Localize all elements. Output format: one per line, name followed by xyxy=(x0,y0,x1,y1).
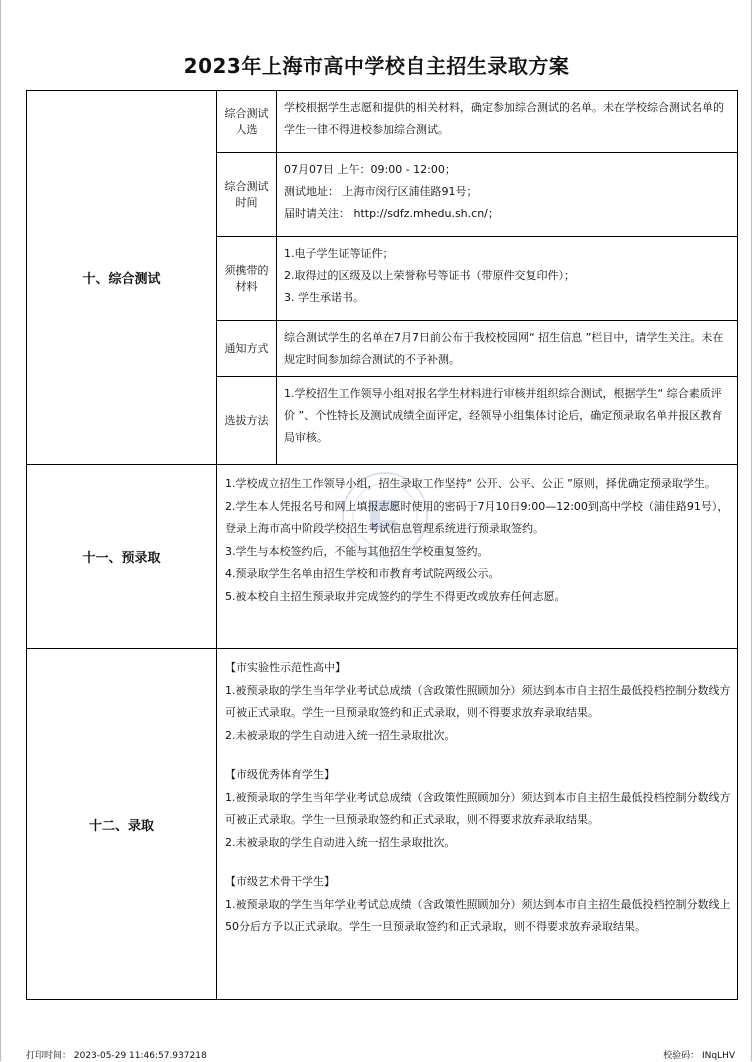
row-test-candidates xyxy=(217,91,737,153)
content-line: 07月07日 上午：09:00 - 12:00； xyxy=(284,163,456,176)
section-body xyxy=(217,649,737,999)
plan-table xyxy=(26,90,738,1000)
group-title: 【市级优秀体育学生】 xyxy=(225,768,335,781)
group-title: 【市实验性示范性高中】 xyxy=(225,661,346,674)
group-title: 【市级艺术骨干学生】 xyxy=(225,875,335,888)
row-label: 通知方式 xyxy=(217,321,277,376)
row-test-time xyxy=(217,153,737,237)
row-materials xyxy=(217,237,737,321)
print-time: 打印时间： 2023-05-29 11:46:57.937218 xyxy=(26,1051,207,1061)
verify-code: 校验码： INqLHV xyxy=(663,1051,735,1061)
row-label: 综合测试时间 xyxy=(217,153,277,236)
content-line: 1.学校成立招生工作领导小组，招生录取工作坚持“ 公开、公平、公正 ”原则，择优确定预录取学生。 xyxy=(225,477,716,490)
content-line: 测试地址： 上海市闵行区浦佳路91号； xyxy=(284,185,478,198)
row-content xyxy=(278,153,737,236)
row-content xyxy=(278,377,737,464)
content-line: 5.被本校自主招生预录取并完成签约的学生不得更改或放弃任何志愿。 xyxy=(225,589,566,603)
row-label: 综合测试人选 xyxy=(217,91,277,152)
section-pre-admission xyxy=(27,465,737,649)
section-heading: 十二、录取 xyxy=(27,649,217,999)
content-line: 综合测试学生的名单在7月7日前公布于我校校园网“ 招生信息 ”栏目中，请学生关注。未在规定时间参加综合测试的不予补测。 xyxy=(284,331,724,366)
row-notification xyxy=(217,321,737,377)
section-body xyxy=(217,465,737,648)
row-selection-method xyxy=(217,377,737,464)
row-content xyxy=(278,237,737,320)
page-title: 2023年上海市高中学校自主招生录取方案 xyxy=(183,54,570,78)
content-line: 学校根据学生志愿和提供的相关材料，确定参加综合测试的名单。未在学校综合测试名单的学生一律不得进校参加综合测试。 xyxy=(284,101,724,136)
section-body xyxy=(217,91,737,464)
content-line: 1.被预录取的学生当年学业考试总成绩（含政策性照顾加分）须达到本市自主招生最低投档控制分数线上50分后方予以正式录取。学生一旦预录取签约和正式录取，则不得要求放弃录取结果。 xyxy=(225,897,731,933)
content-line: 2.未被录取的学生自动进入统一招生录取批次。 xyxy=(225,835,456,849)
content-line: 2.取得过的区级及以上荣誉称号等证书（带原件交复印件）； xyxy=(284,269,575,282)
content-line: 2.学生本人凭报名号和网上填报志愿时使用的密码于7月10日9:00—12:00到高中学校（浦佳路91号），登录上海市高中阶段学校招生考试信息管理系统进行预录取签约。 xyxy=(225,499,729,535)
content-line: 届时请关注： http://sdfz.mhedu.sh.cn/； xyxy=(284,207,499,220)
content-line: 1.电子学生证等证件； xyxy=(284,247,394,260)
section-heading: 十一、预录取 xyxy=(27,465,217,648)
row-label: 须携带的材料 xyxy=(217,237,277,320)
row-label: 选拔方法 xyxy=(217,377,277,464)
section-admission xyxy=(27,649,737,999)
content-line: 4.预录取学生名单由招生学校和市教育考试院两级公示。 xyxy=(225,567,500,580)
content-line: 3.学生与本校签约后，不能与其他招生学校重复签约。 xyxy=(225,544,489,558)
section-comprehensive-test xyxy=(27,91,737,465)
content-line: 3. 学生承诺书。 xyxy=(284,291,364,304)
section-heading: 十、综合测试 xyxy=(27,91,217,464)
content-line: 1.被预录取的学生当年学业考试总成绩（含政策性照顾加分）须达到本市自主招生最低投档控制分数线方可被正式录取。学生一旦预录取签约和正式录取，则不得要求放弃录取结果。 xyxy=(225,790,731,826)
content-line: 2.未被录取的学生自动进入统一招生录取批次。 xyxy=(225,728,456,742)
row-content xyxy=(278,321,737,376)
content-line: 1.学校招生工作领导小组对报名学生材料进行审核并组织综合测试，根据学生“ 综合素质评价 ”、个性特长及测试成绩全面评定，经领导小组集体讨论后，确定预录取名单并报区教育局审核。 xyxy=(284,387,723,444)
row-content xyxy=(278,91,737,152)
content-line: 1.被预录取的学生当年学业考试总成绩（含政策性照顾加分）须达到本市自主招生最低投档控制分数线方可被正式录取。学生一旦预录取签约和正式录取，则不得要求放弃录取结果。 xyxy=(225,683,731,719)
